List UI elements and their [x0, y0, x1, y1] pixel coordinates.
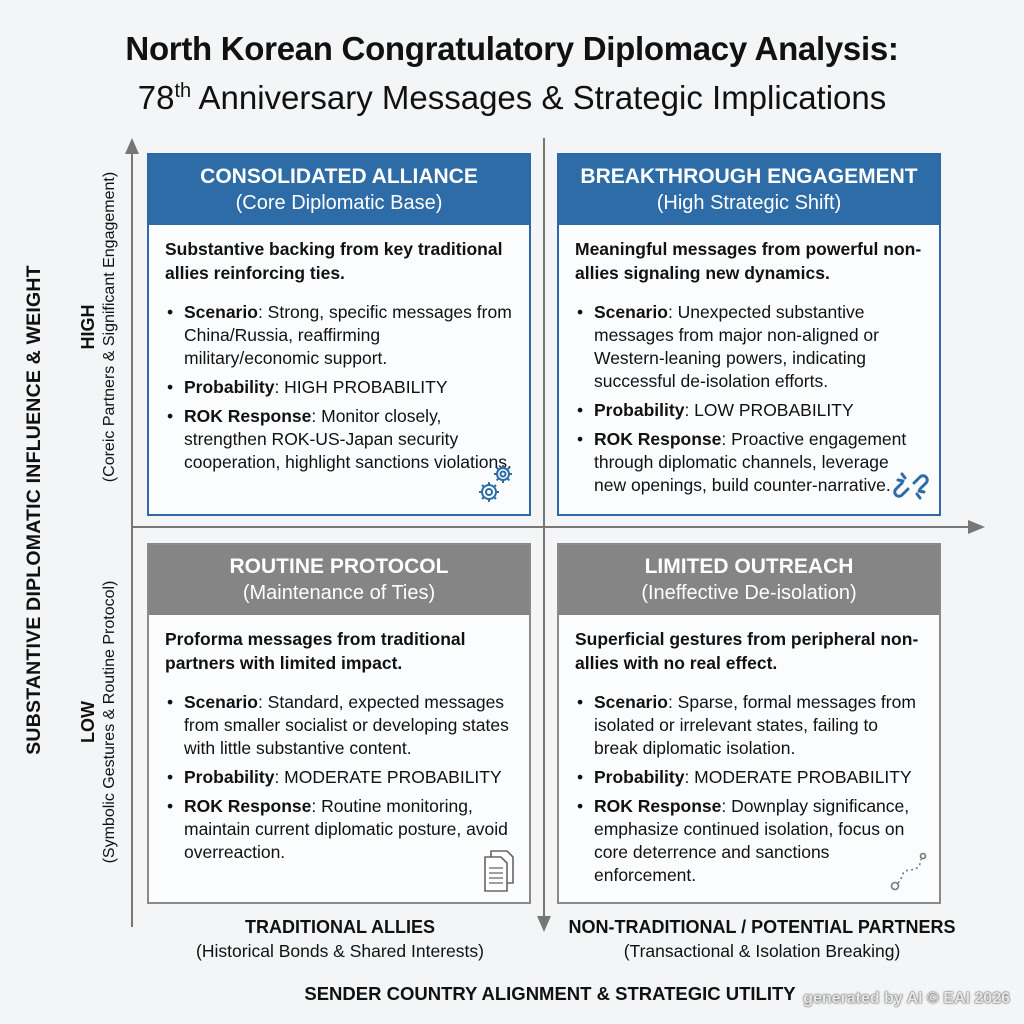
y-axis-label: SUBSTANTIVE DIPLOMATIC INFLUENCE & WEIGHT: [23, 265, 45, 755]
quadrant-title: CONSOLIDATED ALLIANCE: [200, 165, 478, 188]
y-level-low-label: LOW: [78, 701, 98, 743]
quadrant-header: [559, 155, 939, 225]
x-axis-label: SENDER COUNTRY ALIGNMENT & STRATEGIC UTILITY: [304, 983, 796, 1004]
quadrant-intro: Proforma messages from traditional partners with limited impact.: [165, 629, 466, 673]
quadrant-breakthrough-engagement: [557, 153, 941, 516]
quadrant-intro: Superficial gestures from peripheral non-allies with no real effect.: [575, 629, 919, 673]
x-axis-arrow: [968, 520, 985, 534]
broken-link-icon: [891, 466, 931, 506]
quadrant-intro: Substantive backing from key traditional allies reinforcing ties.: [165, 239, 503, 283]
x-level-left-sublabel: (Historical Bonds & Shared Interests): [196, 941, 484, 961]
x-level-left-label: TRADITIONAL ALLIES: [245, 917, 435, 937]
title-line-2: [0, 70, 1024, 119]
quadrant-header: [149, 545, 529, 615]
y-level-low: [77, 502, 121, 942]
scenario-item: • Scenario: Strong, specific messages from China/Russia, reaffirming military/economic support.: [165, 301, 515, 370]
center-vertical-line: [543, 138, 545, 918]
quadrant-title: ROUTINE PROTOCOL: [229, 555, 449, 578]
quadrant-routine-protocol: [147, 543, 531, 904]
quadrant-title: LIMITED OUTREACH: [644, 555, 854, 578]
y-axis-arrow: [125, 138, 139, 154]
quadrant-limited-outreach: [557, 543, 941, 904]
x-level-right: [552, 915, 972, 963]
title-line-1: North Korean Congratulatory Diplomacy Analysis:: [125, 30, 899, 67]
y-level-high: [77, 107, 121, 547]
center-vertical-arrow: [537, 916, 551, 932]
rok-response-item: • ROK Response: Routine monitoring, maintain current diplomatic posture, avoid overreaction.: [165, 795, 515, 864]
y-level-high-sublabel: (Coreic Partners & Significant Engagement): [101, 171, 118, 483]
page-title: [0, 28, 1024, 119]
rok-response-item: • ROK Response: Monitor closely, strengthen ROK-US-Japan security cooperation, highlight sanctions violations.: [165, 405, 515, 474]
quadrant-subtitle: (Maintenance of Ties): [242, 582, 436, 604]
rok-response-item: • ROK Response: Downplay significance, emphasize continued isolation, focus on core deterrence and sanctions enforcement.: [575, 795, 925, 887]
rok-response-item: • ROK Response: Proactive engagement through diplomatic channels, leverage new openings, build counter-narrative.: [575, 428, 925, 497]
scenario-item: • Scenario: Sparse, formal messages from isolated or irrelevant states, failing to break diplomatic isolation.: [575, 691, 925, 760]
quadrant-intro: Meaningful messages from powerful non-allies signaling new dynamics.: [575, 239, 922, 283]
probability-item: • Probability: MODERATE PROBABILITY: [165, 766, 515, 789]
quadrant-subtitle: (High Strategic Shift): [656, 192, 842, 214]
x-level-left: [150, 915, 530, 963]
title-line-2-rest: Anniversary Messages & Strategic Implications: [191, 79, 887, 116]
quadrant-header: [559, 545, 939, 615]
watermark: generated by AI © EAI 2026: [803, 990, 1010, 1007]
quadrant-subtitle: (Ineffective De-isolation): [641, 582, 857, 604]
y-level-low-sublabel: (Symbolic Gestures & Routine Protocol): [101, 580, 118, 864]
title-anniversary-number: 78: [137, 79, 175, 116]
gears-icon: [475, 460, 521, 506]
probability-item: • Probability: MODERATE PROBABILITY: [575, 766, 925, 789]
y-axis-line: [131, 152, 133, 927]
scenario-item: • Scenario: Unexpected substantive messages from major non-aligned or Western-leaning powers, indicating successful de-isolation efforts.: [575, 301, 925, 393]
x-level-right-sublabel: (Transactional & Isolation Breaking): [623, 941, 901, 961]
quadrant-header: [149, 155, 529, 225]
quadrant-subtitle: (Core Diplomatic Base): [235, 192, 443, 214]
probability-item: • Probability: HIGH PROBABILITY: [165, 376, 515, 399]
documents-icon: [481, 848, 521, 894]
title-ordinal-suffix: th: [174, 80, 192, 102]
quadrant-title: BREAKTHROUGH ENGAGEMENT: [580, 165, 918, 188]
scenario-item: • Scenario: Standard, expected messages from smaller socialist or developing states with little substantive content.: [165, 691, 515, 760]
dotted-path-icon: [887, 848, 931, 894]
y-level-high-label: HIGH: [78, 304, 98, 350]
x-level-right-label: NON-TRADITIONAL / POTENTIAL PARTNERS: [568, 917, 956, 937]
quadrant-consolidated-alliance: [147, 153, 531, 516]
probability-item: • Probability: LOW PROBABILITY: [575, 399, 925, 422]
x-axis-line: [131, 526, 971, 528]
